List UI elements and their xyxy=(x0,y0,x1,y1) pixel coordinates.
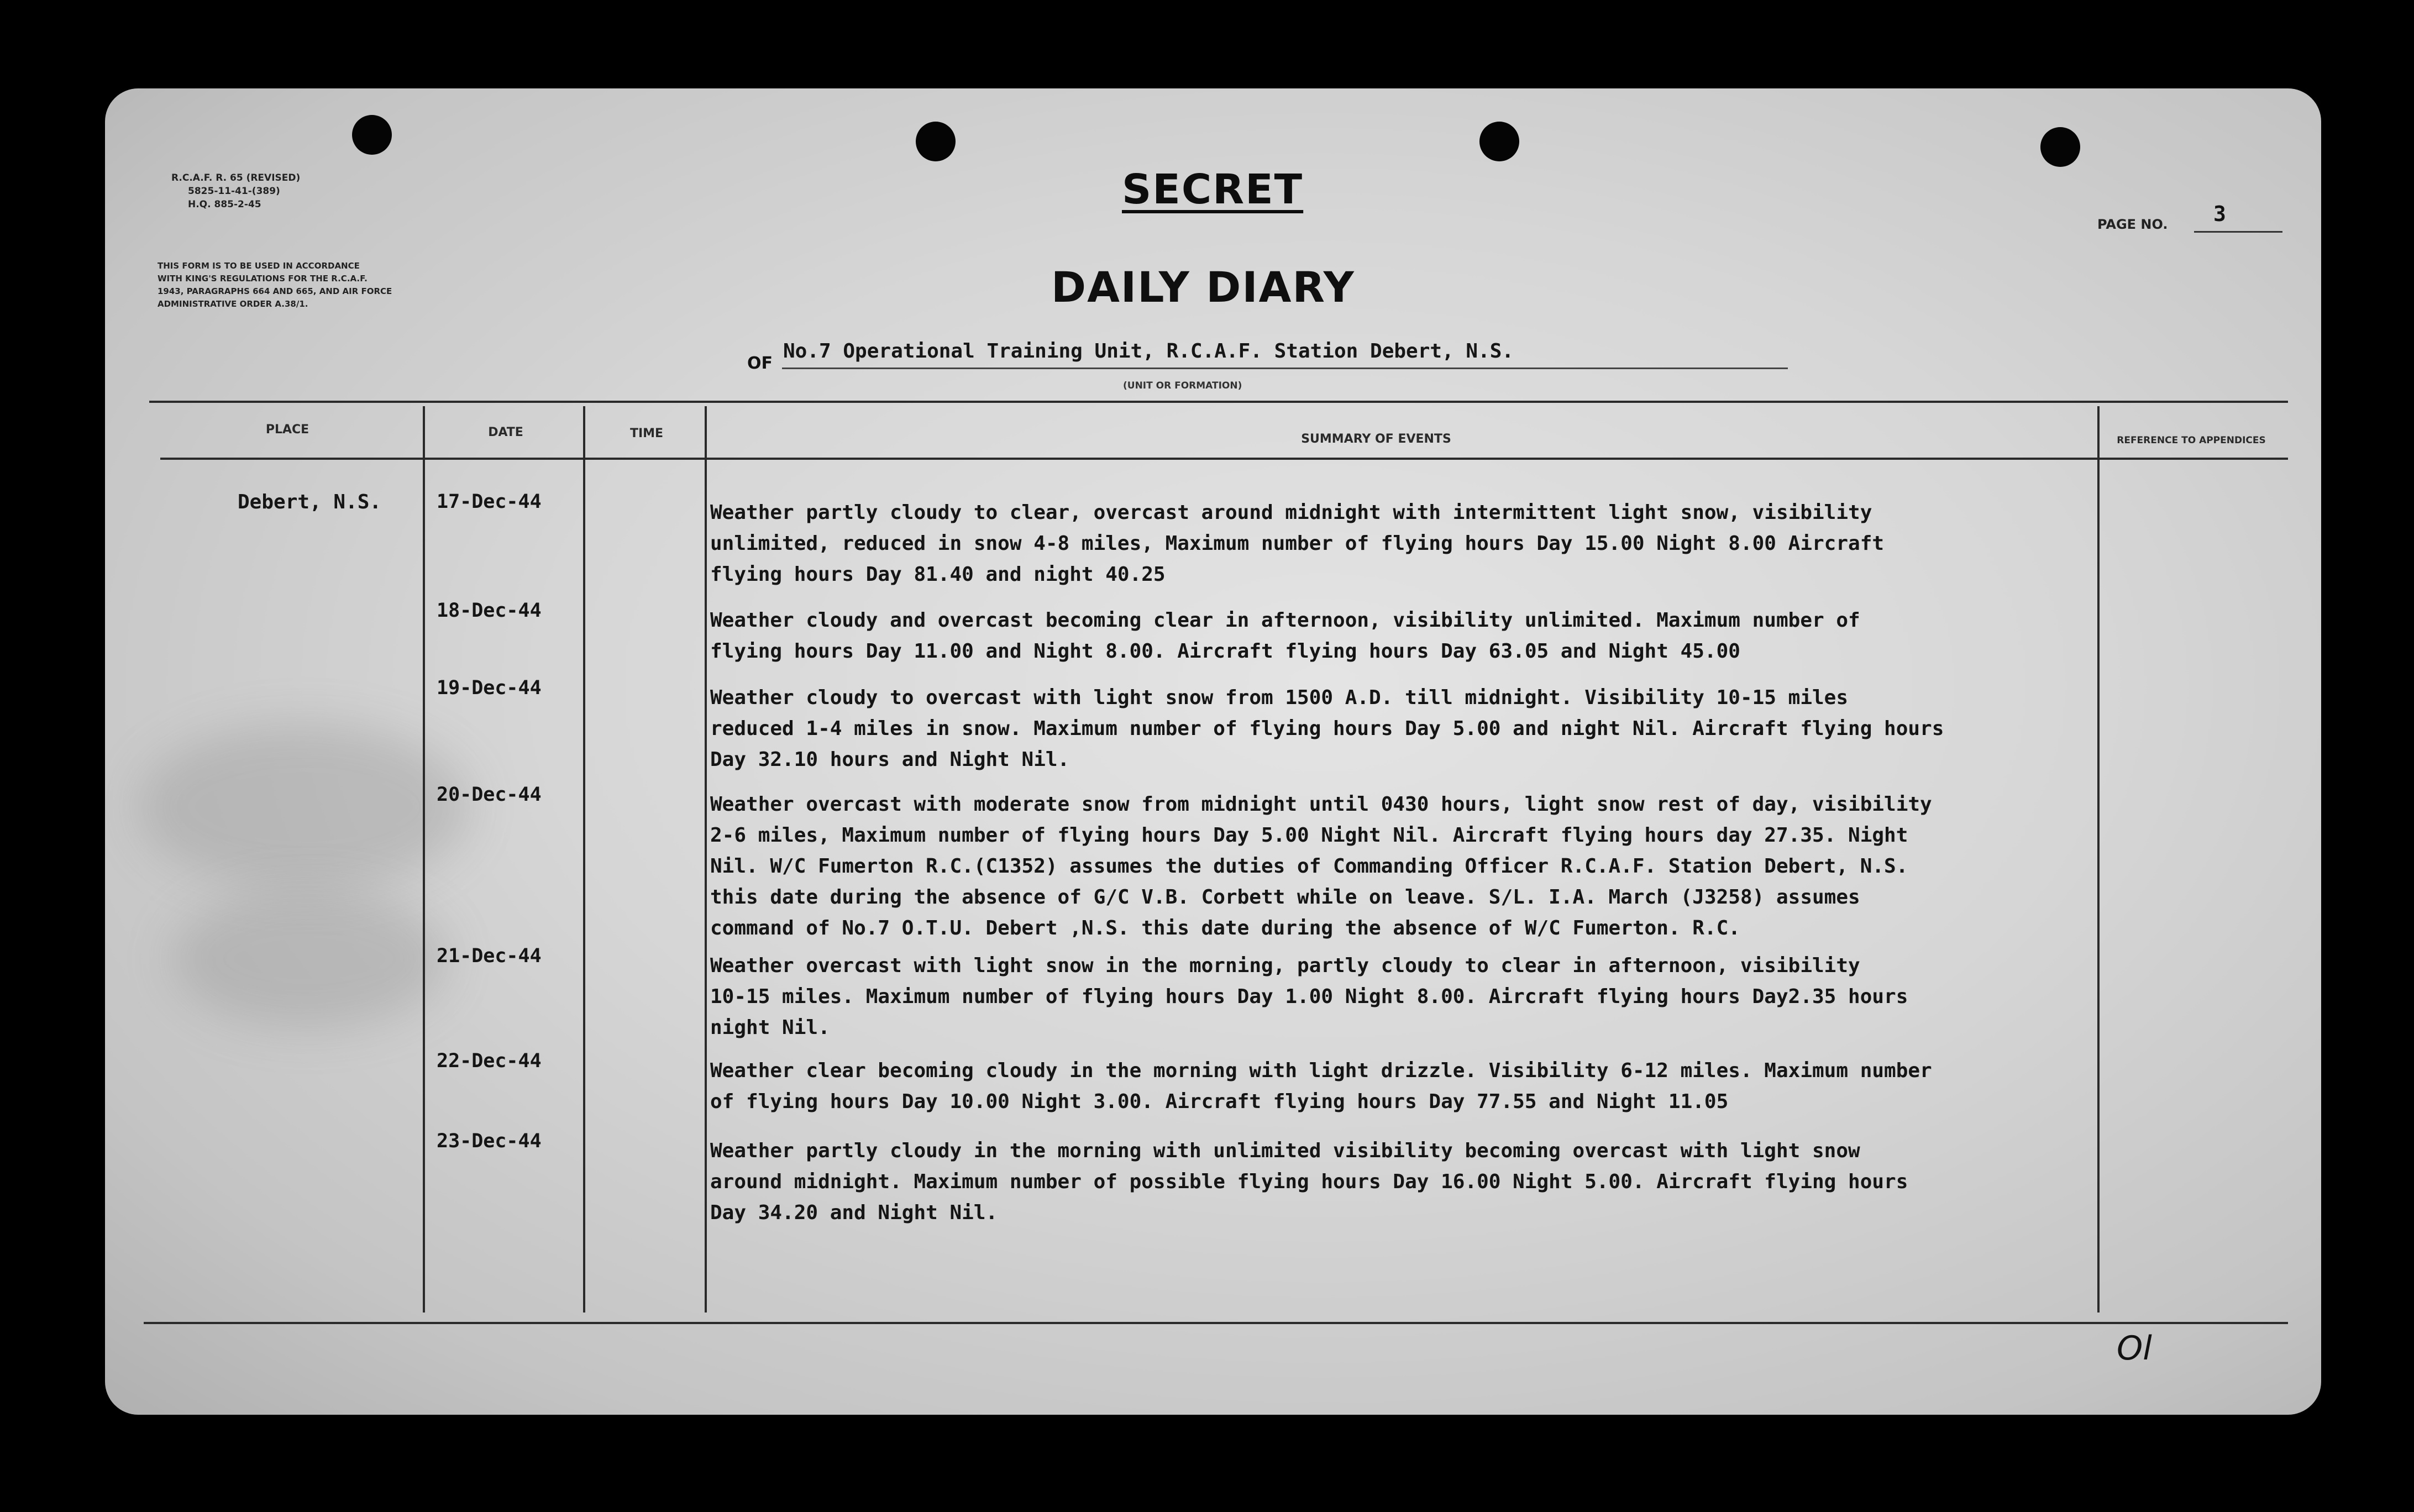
table-bottom-rule xyxy=(144,1322,2288,1324)
form-code-line: R.C.A.F. R. 65 (REVISED) xyxy=(171,172,301,183)
summary-cell: Weather partly cloudy in the morning with unlimited visibility becoming overcast with light snow around midnight. Maximum number of possible flying hours Day 16.00 Night 5.00. Aircraft flying hours Day 34.20 and Night Nil. xyxy=(710,1140,1908,1224)
form-code xyxy=(171,171,300,211)
date-cell: 18-Dec-44 xyxy=(437,600,542,622)
summary-cell: Weather clear becoming cloudy in the morning with light drizzle. Visibility 6-12 miles. Maximum number of flying hours Day 10.00 Night 3.00. Aircraft flying hours Day 77.55 and Night 11.05 xyxy=(710,1059,1932,1113)
punch-hole xyxy=(1479,122,1519,161)
unit-name: No.7 Operational Training Unit, R.C.A.F. Station Debert, N.S. xyxy=(783,340,1514,363)
punch-hole xyxy=(916,122,956,161)
punch-hole xyxy=(352,115,392,155)
page-number-rule xyxy=(2194,231,2282,233)
form-code-line: H.Q. 885-2-45 xyxy=(188,199,261,210)
date-cell: 22-Dec-44 xyxy=(437,1050,542,1072)
column-header-date: DATE xyxy=(488,426,523,439)
column-header-time: TIME xyxy=(629,427,664,440)
of-label: OF xyxy=(747,354,773,373)
page-title: DAILY DIARY xyxy=(1051,262,1355,312)
summary-cell: Weather cloudy and overcast becoming clear in afternoon, visibility unlimited. Maximum number of flying hours Day 11.00 and Night 8.00. Aircraft flying hours Day 63.05 and Night 45.00 xyxy=(710,609,1860,663)
table-header-rule xyxy=(160,458,2288,460)
date-cell: 17-Dec-44 xyxy=(437,491,542,513)
column-header-appendices: REFERENCE TO APPENDICES xyxy=(2117,435,2266,446)
place-cell: Debert, N.S. xyxy=(238,491,382,513)
classification-stamp: SECRET xyxy=(1122,166,1304,213)
column-divider xyxy=(583,406,585,1313)
form-note-line: ADMINISTRATIVE ORDER A.38/1. xyxy=(158,299,308,309)
column-header-summary: SUMMARY OF EVENTS xyxy=(1301,432,1451,446)
date-cell: 21-Dec-44 xyxy=(437,945,542,967)
punch-hole xyxy=(2040,127,2080,167)
date-cell: 20-Dec-44 xyxy=(437,784,542,806)
smudge xyxy=(171,890,448,1028)
column-divider xyxy=(705,406,707,1313)
page-number: 3 xyxy=(2213,202,2226,226)
date-cell: 19-Dec-44 xyxy=(437,677,542,699)
handwritten-initials: Ol xyxy=(2117,1329,2152,1368)
column-header-place: PLACE xyxy=(265,423,309,437)
smudge xyxy=(138,724,470,890)
table-top-rule xyxy=(149,401,2288,403)
unit-caption: (UNIT OR FORMATION) xyxy=(1123,380,1242,391)
form-note-line: THIS FORM IS TO BE USED IN ACCORDANCE xyxy=(158,261,360,271)
form-note-line: 1943, PARAGRAPHS 664 AND 665, AND AIR FORCE xyxy=(158,286,392,296)
form-code-line: 5825-11-41-(389) xyxy=(188,186,280,197)
column-divider xyxy=(423,406,425,1313)
summary-cell: Weather overcast with moderate snow from midnight until 0430 hours, light snow rest of day, visibility 2-6 miles, Maximum number of flying hours Day 5.00 Night Nil. Aircraft flying hours day 27.35. Night Nil. W/C Fumerton R.C.(C1352) assumes the duties of Commanding Officer R.C.A.F. Station Debert, N.S. this date during the absence of G/C V.B. Corbett while on leave. S/L. I.A. March (J3258) assumes command of No.7 O.T.U. Debert ,N.S. this date during the absence of W/C Fumerton. R.C. xyxy=(710,793,1932,939)
page-label: PAGE NO. xyxy=(2097,217,2168,232)
diary-card xyxy=(105,88,2321,1415)
summary-cell: Weather partly cloudy to clear, overcast around midnight with intermittent light snow, visibility unlimited, reduced in snow 4-8 miles, Maximum number of flying hours Day 15.00 Night 8.00 Aircraft flying hours Day 81.40 and night 40.25 xyxy=(710,501,1885,586)
date-cell: 23-Dec-44 xyxy=(437,1130,542,1152)
form-note-line: WITH KING'S REGULATIONS FOR THE R.C.A.F. xyxy=(158,274,368,284)
summary-cell: Weather cloudy to overcast with light snow from 1500 A.D. till midnight. Visibility 10-15 miles reduced 1-4 miles in snow. Maximum number of flying hours Day 5.00 and night Nil. Aircraft flying hours Day 32.10 hours and Night Nil. xyxy=(710,686,1944,771)
form-instructions xyxy=(158,260,392,311)
summary-cell: Weather overcast with light snow in the morning, partly cloudy to clear in afternoon, visibility 10-15 miles. Maximum number of flying hours Day 1.00 Night 8.00. Aircraft flying hours Day2.35 hours night Nil. xyxy=(710,954,1908,1039)
unit-rule xyxy=(782,368,1788,369)
